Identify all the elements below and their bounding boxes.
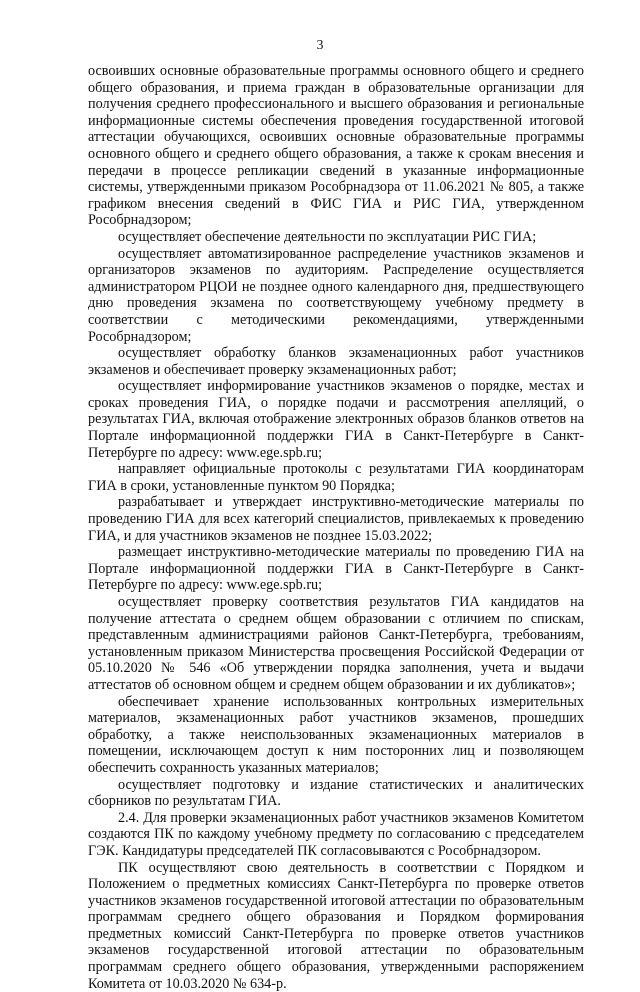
paragraph-protocols: направляет официальные протоколы с результатами ГИА координаторам ГИА в сроки, установленные пунктом 90 Порядка; [88, 461, 584, 494]
document-body [88, 63, 584, 992]
paragraph-blank-processing: осуществляет обработку бланков экзаменационных работ участников экзаменов и обеспечивает проверку экзаменационных работ; [88, 345, 584, 378]
paragraph-2-4: 2.4. Для проверки экзаменационных работ участников экзаменов Комитетом создаются ПК по каждому учебному предмету по согласованию с председателем ГЭК. Кандидатуры председателей ПК согласовываются с Рособрнадзором. [88, 810, 584, 860]
paragraph-ris-operation: осуществляет обеспечение деятельности по эксплуатации РИС ГИА; [88, 229, 584, 246]
page-number: 3 [0, 38, 640, 54]
paragraph-pk-activity: ПК осуществляют свою деятельность в соответствии с Порядком и Положением о предметных комиссиях Санкт-Петербурга по проверке ответов участников экзаменов государственной итоговой аттестации по образовательным программам среднего общего образования и Порядком формирования предметных комиссий Санкт-Петербурга по проверке ответов участников экзаменов государственной итоговой аттестации по образовательным программам среднего общего образования, утвержденными распоряжением Комитета от 10.03.2020 № 634-р. [88, 860, 584, 992]
paragraph-statistics: осуществляет подготовку и издание статистических и аналитических сборников по результатам ГИА. [88, 777, 584, 810]
paragraph-informing: осуществляет информирование участников экзаменов о порядке, местах и сроках проведения ГИА, о порядке подачи и рассмотрения апелляций, о результатах ГИА, включая отображение электронных образов бланков ответов на Портале информационной поддержки ГИА в Санкт-Петербурге в Санкт-Петербурге по адресу: www.ege.spb.ru; [88, 378, 584, 461]
paragraph-methodical-publish: размещает инструктивно-методические материалы по проведению ГИА на Портале информационной поддержки ГИА в Санкт-Петербурге в Санкт-Петербурге по адресу: www.ege.spb.ru; [88, 544, 584, 594]
paragraph-storage: обеспечивает хранение использованных контрольных измерительных материалов, экзаменационных работ участников экзаменов, прошедших обработку, а также неиспользованных экзаменационных материалов в помещении, исключающем доступ к ним посторонних лиц и позволяющем обеспечить сохранность указанных материалов; [88, 694, 584, 777]
paragraph-distribution: осуществляет автоматизированное распределение участников экзаменов и организаторов экзаменов по аудиториям. Распределение осуществляется администратором РЦОИ не позднее одного календарного дня, предшествующего дню проведения экзамена по соответствующему учебному предмету в соответствии с методическими рекомендациями, утвержденными Рособрнадзором; [88, 246, 584, 346]
paragraph-certificate-check: осуществляет проверку соответствия результатов ГИА кандидатов на получение аттестата о среднем общем образовании с отличием по спискам, представленным администрациями районов Санкт-Петербурга, требованиям, установленным приказом Министерства просвещения Российской Федерации от 05.10.2020 № 546 «Об утверждении порядка заполнения, учета и выдачи аттестатов об основном общем и среднем общем образовании и их дубликатов»; [88, 594, 584, 694]
paragraph-methodical-develop: разрабатывает и утверждает инструктивно-методические материалы по проведению ГИА для всех категорий специалистов, привлекаемых к проведению ГИА, и для участников экзаменов не позднее 15.03.2022; [88, 494, 584, 544]
paragraph-continuation: освоивших основные образовательные программы основного общего и среднего общего образования, и приема граждан в образовательные организации для получения среднего профессионального и высшего образования и региональные информационные системы обеспечения проведения государственной итоговой аттестации обучающихся, освоивших основные образовательные программы основного общего и среднего общего образования, а также к срокам внесения и передачи в процессе репликации сведений в указанные информационные системы, утвержденными приказом Рособрнадзора от 11.06.2021 № 805, а также графиком внесения сведений в ФИС ГИА и РИС ГИА, утвержденном Рособрнадзором; [88, 63, 584, 229]
